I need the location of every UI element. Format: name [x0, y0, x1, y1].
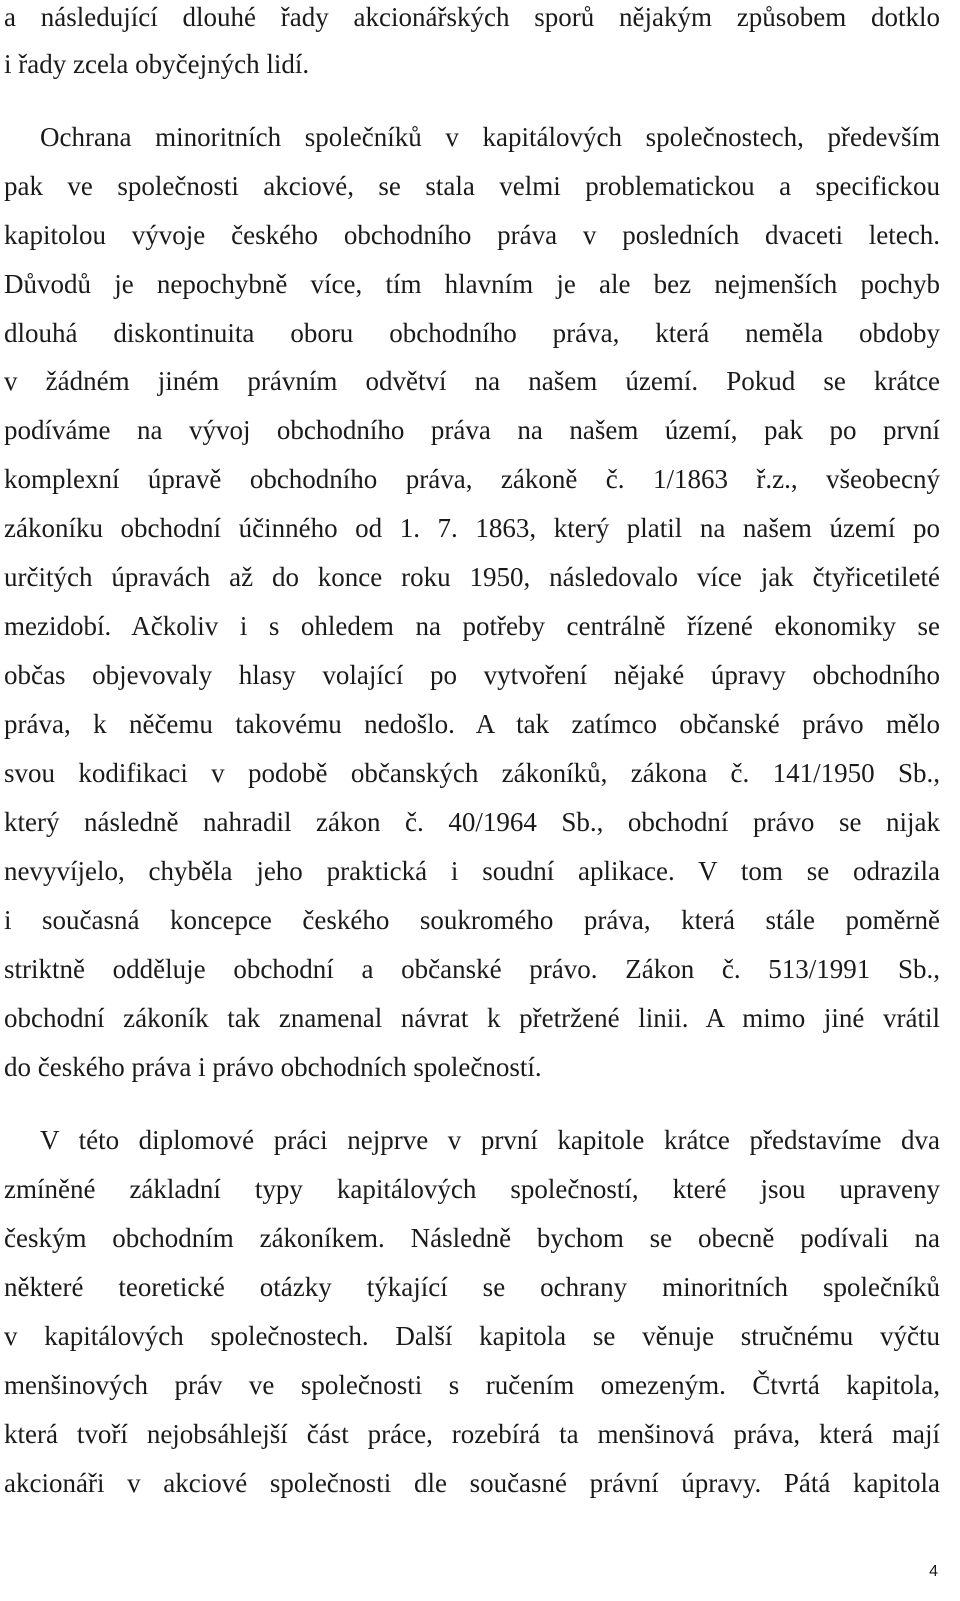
text-line: Ochrana minoritních společníků v kapitálových společnostech, především: [40, 122, 940, 152]
text-line: mezidobí. Ačkoliv i s ohledem na potřeby centrálně řízené ekonomiky se: [4, 611, 940, 641]
text-line: práva, k něčemu takovému nedošlo. A tak zatímco občanské právo mělo: [4, 709, 940, 739]
text-line: zákoníku obchodní účinného od 1. 7. 1863, který platil na našem území po: [4, 513, 940, 543]
text-line: svou kodifikaci v podobě občanských zákoníků, zákona č. 141/1950 Sb.,: [4, 758, 940, 788]
text-line: určitých úpravách až do konce roku 1950, následovalo více jak čtyřicetileté: [4, 562, 940, 592]
text-line: striktně odděluje obchodní a občanské právo. Zákon č. 513/1991 Sb.,: [4, 954, 940, 984]
text-line: nevyvíjelo, chyběla jeho praktická i soudní aplikace. V tom se odrazila: [4, 856, 940, 886]
text-line: českým obchodním zákoníkem. Následně bychom se obecně podívali na: [4, 1223, 940, 1253]
text-line: v kapitálových společnostech. Další kapitola se věnuje stručnému výčtu: [4, 1321, 940, 1351]
text-line: i řady zcela obyčejných lidí.: [4, 49, 310, 79]
text-line: a následující dlouhé řady akcionářských sporů nějakým způsobem dotklo: [4, 2, 940, 32]
text-line: který následně nahradil zákon č. 40/1964 Sb., obchodní právo se nijak: [4, 807, 940, 837]
text-line: pak ve společnosti akciové, se stala velmi problematickou a specifickou: [4, 171, 940, 201]
text-line: dlouhá diskontinuita oboru obchodního práva, která neměla obdoby: [4, 318, 940, 348]
text-line: V této diplomové práci nejprve v první kapitole krátce představíme dva: [40, 1125, 940, 1155]
text-line: některé teoretické otázky týkající se ochrany minoritních společníků: [4, 1272, 940, 1302]
text-line: podíváme na vývoj obchodního práva na našem území, pak po první: [4, 415, 940, 445]
page-number: 4: [929, 1563, 938, 1580]
text-line: zmíněné základní typy kapitálových společností, které jsou upraveny: [4, 1174, 940, 1204]
text-line: komplexní úpravě obchodního práva, zákoně č. 1/1863 ř.z., všeobecný: [4, 464, 940, 494]
text-line: která tvoří nejobsáhlejší část práce, rozebírá ta menšinová práva, která mají: [4, 1419, 940, 1449]
text-line: do českého práva i právo obchodních společností.: [4, 1052, 542, 1082]
text-line: občas objevovaly hlasy volající po vytvoření nějaké úpravy obchodního: [4, 660, 940, 690]
text-line: kapitolou vývoje českého obchodního práva v posledních dvaceti letech.: [4, 220, 940, 250]
text-line: v žádném jiném právním odvětví na našem území. Pokud se krátce: [4, 366, 940, 396]
text-line: akcionáři v akciové společnosti dle současné právní úpravy. Pátá kapitola: [4, 1468, 940, 1498]
text-line: i současná koncepce českého soukromého práva, která stále poměrně: [4, 905, 940, 935]
text-line: menšinových práv ve společnosti s ručením omezeným. Čtvrtá kapitola,: [4, 1370, 940, 1400]
text-line: obchodní zákoník tak znamenal návrat k přetržené linii. A mimo jiné vrátil: [4, 1003, 940, 1033]
text-line: Důvodů je nepochybně více, tím hlavním je ale bez nejmenších pochyb: [4, 269, 940, 299]
